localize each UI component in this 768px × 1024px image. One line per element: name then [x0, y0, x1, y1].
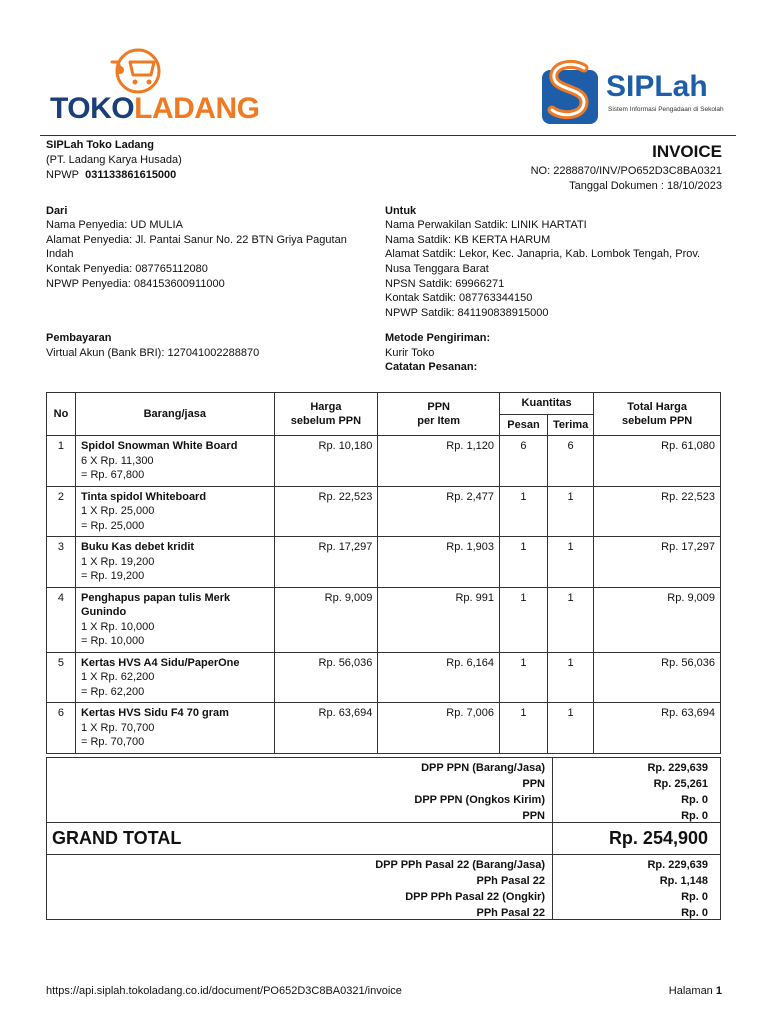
- row-item: [75, 436, 274, 487]
- header-pesan: Pesan: [500, 414, 548, 436]
- pph-summary-value: Rp. 0: [681, 907, 708, 919]
- logo-text-ladang: LADANG: [134, 92, 260, 125]
- row-harga: Rp. 63,694: [274, 703, 378, 754]
- siplah-logo: [540, 56, 730, 128]
- row-item: [75, 703, 274, 754]
- grand-total-divider: [552, 823, 553, 854]
- row-item: [75, 486, 274, 537]
- row-terima: 1: [547, 486, 593, 537]
- row-total: Rp. 56,036: [594, 652, 721, 703]
- row-item: [75, 587, 274, 652]
- ppn-summary-value: Rp. 25,261: [653, 778, 708, 790]
- ppn-summary-label: PPN: [522, 810, 545, 822]
- row-item: [75, 652, 274, 703]
- seller-npwp-label: NPWP: [46, 169, 79, 181]
- grand-total-value: Rp. 254,900: [608, 828, 708, 848]
- items-table: [46, 392, 721, 754]
- ppn-summary: [46, 757, 721, 823]
- row-item-qty-price: 1 X Rp. 25,000: [80, 505, 155, 517]
- pph-summary-label: PPh Pasal 22: [476, 875, 545, 887]
- header-harga-line2: sebelum PPN: [290, 415, 362, 427]
- row-no: 4: [47, 587, 76, 652]
- payment-method: Virtual Akun (Bank BRI): 127041002288870: [46, 347, 260, 359]
- to-perwakilan: Nama Perwakilan Satdik: LINIK HARTATI: [385, 219, 587, 231]
- table-row: [47, 703, 721, 754]
- seller-npwp-value: 031133861615000: [85, 169, 177, 181]
- footer-page-label: Halaman: [668, 985, 713, 997]
- payment-heading: Pembayaran: [46, 332, 112, 344]
- header-ppn-line1: PPN: [427, 400, 450, 413]
- shipping-method: Kurir Toko: [385, 347, 435, 359]
- table-row: [47, 652, 721, 703]
- row-item-subtotal: = Rp. 62,200: [80, 685, 145, 698]
- row-harga: Rp. 56,036: [274, 652, 378, 703]
- row-terima: 1: [547, 652, 593, 703]
- row-pesan: 6: [500, 436, 548, 487]
- invoice-date: Tanggal Dokumen : 18/10/2023: [569, 180, 722, 192]
- row-item-subtotal: = Rp. 19,200: [80, 570, 145, 582]
- row-item-subtotal: = Rp. 10,000: [80, 635, 145, 647]
- grand-total-label: GRAND TOTAL: [52, 828, 182, 848]
- row-harga: Rp. 10,180: [274, 436, 378, 487]
- row-item-qty-price: 6 X Rp. 11,300: [80, 454, 154, 467]
- row-total: Rp. 22,523: [594, 486, 721, 537]
- pph-summary: [46, 854, 721, 920]
- siplah-emblem-icon: [540, 58, 602, 126]
- pph-summary-label: PPh Pasal 22: [476, 907, 545, 919]
- table-header-row: [47, 393, 721, 415]
- pph-summary-value: Rp. 1,148: [659, 875, 708, 887]
- pph-summary-divider: [552, 855, 553, 919]
- from-nama: Nama Penyedia: UD MULIA: [46, 219, 183, 231]
- seller-name: SIPLah Toko Ladang: [46, 139, 154, 151]
- row-harga: Rp. 22,523: [274, 486, 378, 537]
- row-pesan: 1: [500, 652, 548, 703]
- header-no: No: [47, 393, 76, 436]
- header-total: [594, 393, 721, 436]
- row-item-subtotal: = Rp. 25,000: [80, 519, 145, 532]
- row-item-qty-price: 1 X Rp. 19,200: [80, 555, 155, 568]
- row-terima: 1: [547, 703, 593, 754]
- header-total-line2: sebelum PPN: [621, 415, 693, 427]
- pph-summary-label: DPP PPh Pasal 22 (Barang/Jasa): [375, 859, 545, 871]
- row-item-name: Spidol Snowman White Board: [80, 440, 238, 452]
- header-divider: [40, 135, 736, 136]
- row-ppn: Rp. 6,164: [378, 652, 500, 703]
- pph-summary-value: Rp. 0: [681, 891, 708, 903]
- from-alamat-1: Alamat Penyedia: Jl. Pantai Sanur No. 22 BTN Griya Pagutan: [46, 234, 347, 246]
- row-pesan: 1: [500, 587, 548, 652]
- row-item-name: Kertas HVS A4 Sidu/PaperOne: [80, 656, 240, 669]
- table-row: [47, 436, 721, 487]
- ppn-summary-label: DPP PPN (Barang/Jasa): [421, 762, 545, 774]
- row-ppn: Rp. 1,903: [378, 537, 500, 588]
- ppn-summary-label: DPP PPN (Ongkos Kirim): [414, 794, 545, 806]
- row-no: 6: [47, 703, 76, 754]
- pph-summary-label: DPP PPh Pasal 22 (Ongkir): [405, 891, 545, 903]
- pph-summary-value: Rp. 229,639: [647, 859, 708, 871]
- header-harga-line1: Harga: [310, 400, 342, 413]
- row-item-qty-price: 1 X Rp. 10,000: [80, 620, 155, 633]
- row-harga: Rp. 17,297: [274, 537, 378, 588]
- row-ppn: Rp. 2,477: [378, 486, 500, 537]
- row-pesan: 1: [500, 537, 548, 588]
- footer-page-number: 1: [715, 985, 722, 997]
- row-item-name: Tinta spidol Whiteboard: [80, 490, 207, 503]
- to-alamat-1: Alamat Satdik: Lekor, Kec. Janapria, Kab. Lombok Tengah, Prov.: [385, 248, 701, 260]
- header-harga: [274, 393, 378, 436]
- row-item: [75, 537, 274, 588]
- to-npwp: NPWP Satdik: 841190838915000: [385, 307, 549, 319]
- table-row: [47, 587, 721, 652]
- row-no: 3: [47, 537, 76, 588]
- ppn-summary-divider: [552, 758, 553, 822]
- ppn-summary-value: Rp. 0: [681, 794, 708, 806]
- footer-url[interactable]: https://api.siplah.tokoladang.co.id/document/PO652D3C8BA0321/invoice: [46, 985, 402, 997]
- row-harga: Rp. 9,009: [274, 587, 378, 652]
- siplah-wordmark: SIPLah: [606, 70, 708, 103]
- row-no: 1: [47, 436, 76, 487]
- row-total: Rp. 17,297: [594, 537, 721, 588]
- shipping-heading: Metode Pengiriman:: [385, 332, 491, 344]
- header-kuantitas: Kuantitas: [500, 393, 594, 415]
- row-total: Rp. 61,080: [594, 436, 721, 487]
- seller-company: (PT. Ladang Karya Husada): [46, 154, 182, 166]
- seller-npwp: [46, 168, 176, 183]
- row-total: Rp. 63,694: [594, 703, 721, 754]
- row-pesan: 1: [500, 486, 548, 537]
- row-item-subtotal: = Rp. 70,700: [80, 736, 145, 748]
- invoice-title: INVOICE: [652, 142, 722, 161]
- header-terima: Terima: [547, 414, 593, 436]
- header-ppn-line2: per Item: [417, 415, 461, 427]
- header-item: Barang/jasa: [75, 393, 274, 436]
- ppn-summary-value: Rp. 0: [681, 810, 708, 822]
- to-satdik: Nama Satdik: KB KERTA HARUM: [385, 234, 551, 246]
- header-total-line1: Total Harga: [627, 400, 687, 413]
- row-ppn: Rp. 991: [378, 587, 500, 652]
- ppn-summary-value: Rp. 229,639: [647, 762, 708, 774]
- siplah-tagline: Sistem Informasi Pengadaan di Sekolah: [608, 106, 724, 113]
- row-no: 2: [47, 486, 76, 537]
- from-heading: Dari: [46, 205, 68, 217]
- table-row: [47, 537, 721, 588]
- row-ppn: Rp. 1,120: [378, 436, 500, 487]
- header-ppn: [378, 393, 500, 436]
- to-npsn: NPSN Satdik: 69966271: [385, 278, 505, 290]
- to-kontak: Kontak Satdik: 087763344150: [385, 292, 533, 304]
- from-kontak: Kontak Penyedia: 087765112080: [46, 263, 208, 275]
- table-row: [47, 486, 721, 537]
- row-item-name: Buku Kas debet kridit: [80, 541, 195, 553]
- grand-total-box: [46, 822, 721, 855]
- footer-page: [669, 985, 722, 997]
- tokoladang-logo: [50, 48, 260, 130]
- row-total: Rp. 9,009: [594, 587, 721, 652]
- ppn-summary-label: PPN: [522, 778, 545, 790]
- row-item-subtotal: = Rp. 67,800: [80, 469, 145, 481]
- row-ppn: Rp. 7,006: [378, 703, 500, 754]
- to-heading: Untuk: [385, 205, 417, 217]
- row-pesan: 1: [500, 703, 548, 754]
- order-notes-heading: Catatan Pesanan:: [385, 361, 478, 373]
- row-item-name: Penghapus papan tulis Merk Gunindo: [80, 591, 231, 618]
- from-npwp: NPWP Penyedia: 084153600911000: [46, 278, 225, 290]
- logo-text-toko: TOKO: [50, 92, 135, 125]
- row-item-qty-price: 1 X Rp. 62,200: [80, 671, 155, 683]
- row-terima: 6: [547, 436, 593, 487]
- cart-icon: [108, 48, 170, 94]
- from-alamat-2: Indah: [46, 248, 74, 260]
- to-alamat-2: Nusa Tenggara Barat: [385, 263, 489, 275]
- row-terima: 1: [547, 587, 593, 652]
- row-no: 5: [47, 652, 76, 703]
- invoice-number: NO: 2288870/INV/PO652D3C8BA0321: [530, 165, 722, 177]
- row-item-qty-price: 1 X Rp. 70,700: [80, 721, 155, 734]
- row-terima: 1: [547, 537, 593, 588]
- row-item-name: Kertas HVS Sidu F4 70 gram: [80, 707, 229, 719]
